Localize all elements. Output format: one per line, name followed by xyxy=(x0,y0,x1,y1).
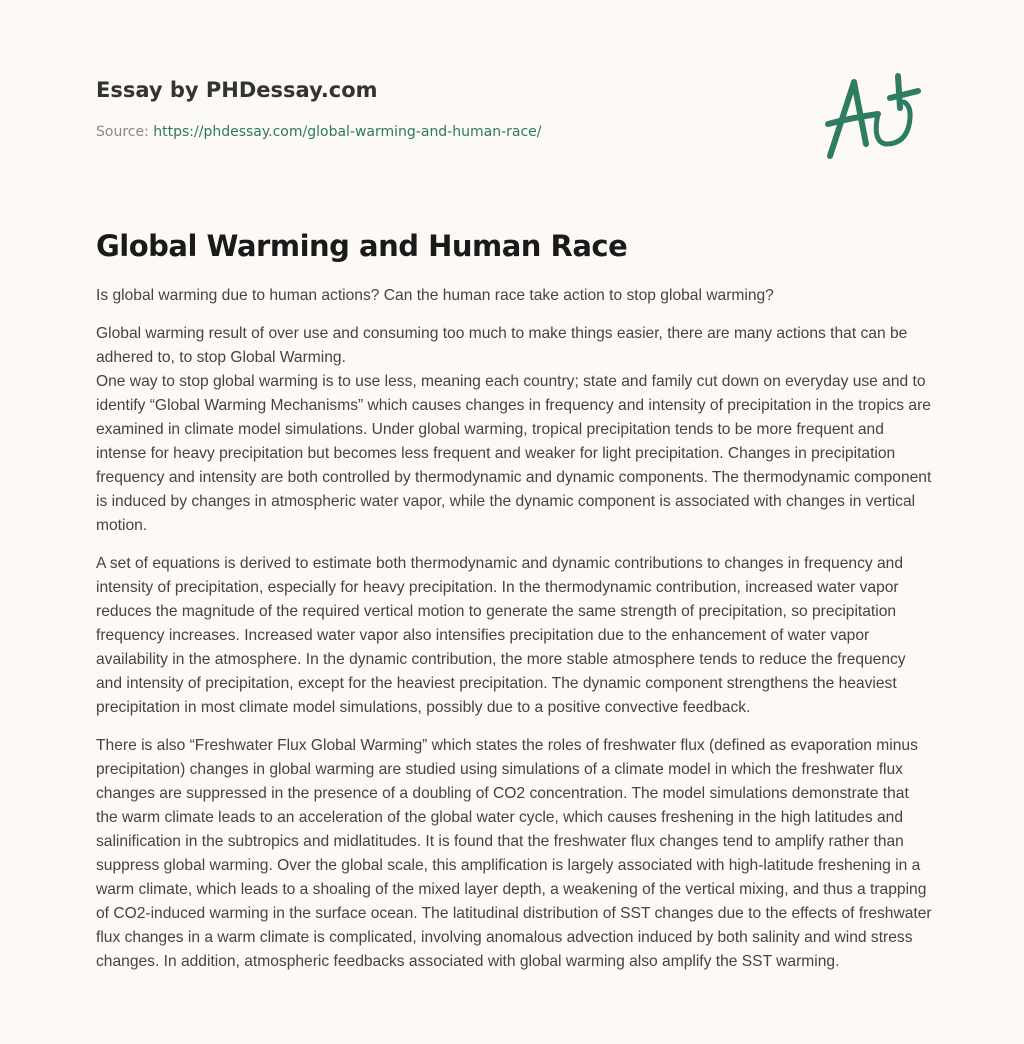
essay-title: Global Warming and Human Race xyxy=(96,229,628,263)
essay-body xyxy=(96,284,932,988)
essay-paragraph xyxy=(96,322,932,538)
page-header xyxy=(96,76,796,142)
essay-intro-question: Is global warming due to human actions? Can the human race take action to stop global warming? xyxy=(96,287,774,304)
essay-paragraph: A set of equations is derived to estimate both thermodynamic and dynamic contributions to changes in frequency and intensity of precipitation, especially for heavy precipitation. In the thermodynamic contribution, increased water vapor reduces the magnitude of the required vertical motion to generate the same strength of precipitation, so precipitation frequency increases. Increased water vapor also intensifies precipitation due to the enhancement of water vapor availability in the atmosphere. In the dynamic contribution, the more stable atmosphere tends to reduce the frequency and intensity of precipitation, except for the heaviest precipitation. The dynamic component strengthens the heaviest precipitation in most climate model simulations, possibly due to a positive convective feedback. xyxy=(96,555,906,716)
source-link[interactable]: https://phdessay.com/global-warming-and-human-race/ xyxy=(153,124,542,140)
essay-paragraph-line: Global warming result of over use and consuming too much to make things easier, there are many actions that can be adhered to, to stop Global Warming. xyxy=(96,325,908,366)
source-label: Source: xyxy=(96,124,154,140)
essay-paragraph: There is also “Freshwater Flux Global Warming” which states the roles of freshwater flux (defined as evaporation minus precipitation) changes in global warming are studied using simulations of a climate model in which the freshwater flux changes are suppressed in the presence of a doubling of CO2 concentration. The model simulations demonstrate that the warm climate leads to an acceleration of the global water cycle, which causes freshening in the high latitudes and salinification in the subtropics and midlatitudes. It is found that the freshwater flux changes tend to amplify rather than suppress global warming. Over the global scale, this amplification is largely associated with high-latitude freshening in a warm climate, which leads to a shoaling of the mixed layer depth, a weakening of the vertical mixing, and thus a trapping of CO2-induced warming in the surface ocean. The latitudinal distribution of SST changes due to the effects of freshwater flux changes in a warm climate is complicated, involving anomalous advection induced by both salinity and wind stress changes. In addition, atmospheric feedbacks associated with global warming also amplify the SST warming. xyxy=(96,737,932,970)
source-line xyxy=(96,122,796,142)
a-plus-grade-icon xyxy=(820,64,930,169)
brand-title: Essay by PHDessay.com xyxy=(96,78,378,102)
essay-paragraph-continuation: One way to stop global warming is to use less, meaning each country; state and family cut down on everyday use and to identify “Global Warming Mechanisms” which causes changes in frequency and intensity of precipitation in the tropics are examined in climate model simulations. Under global warming, tropical precipitation tends to be more frequent and intense for heavy precipitation but becomes less frequent and weaker for light precipitation. Changes in precipitation frequency and intensity are both controlled by thermodynamic and dynamic components. The thermodynamic component is induced by changes in atmospheric water vapor, while the dynamic component is associated with changes in vertical motion. xyxy=(96,373,932,534)
